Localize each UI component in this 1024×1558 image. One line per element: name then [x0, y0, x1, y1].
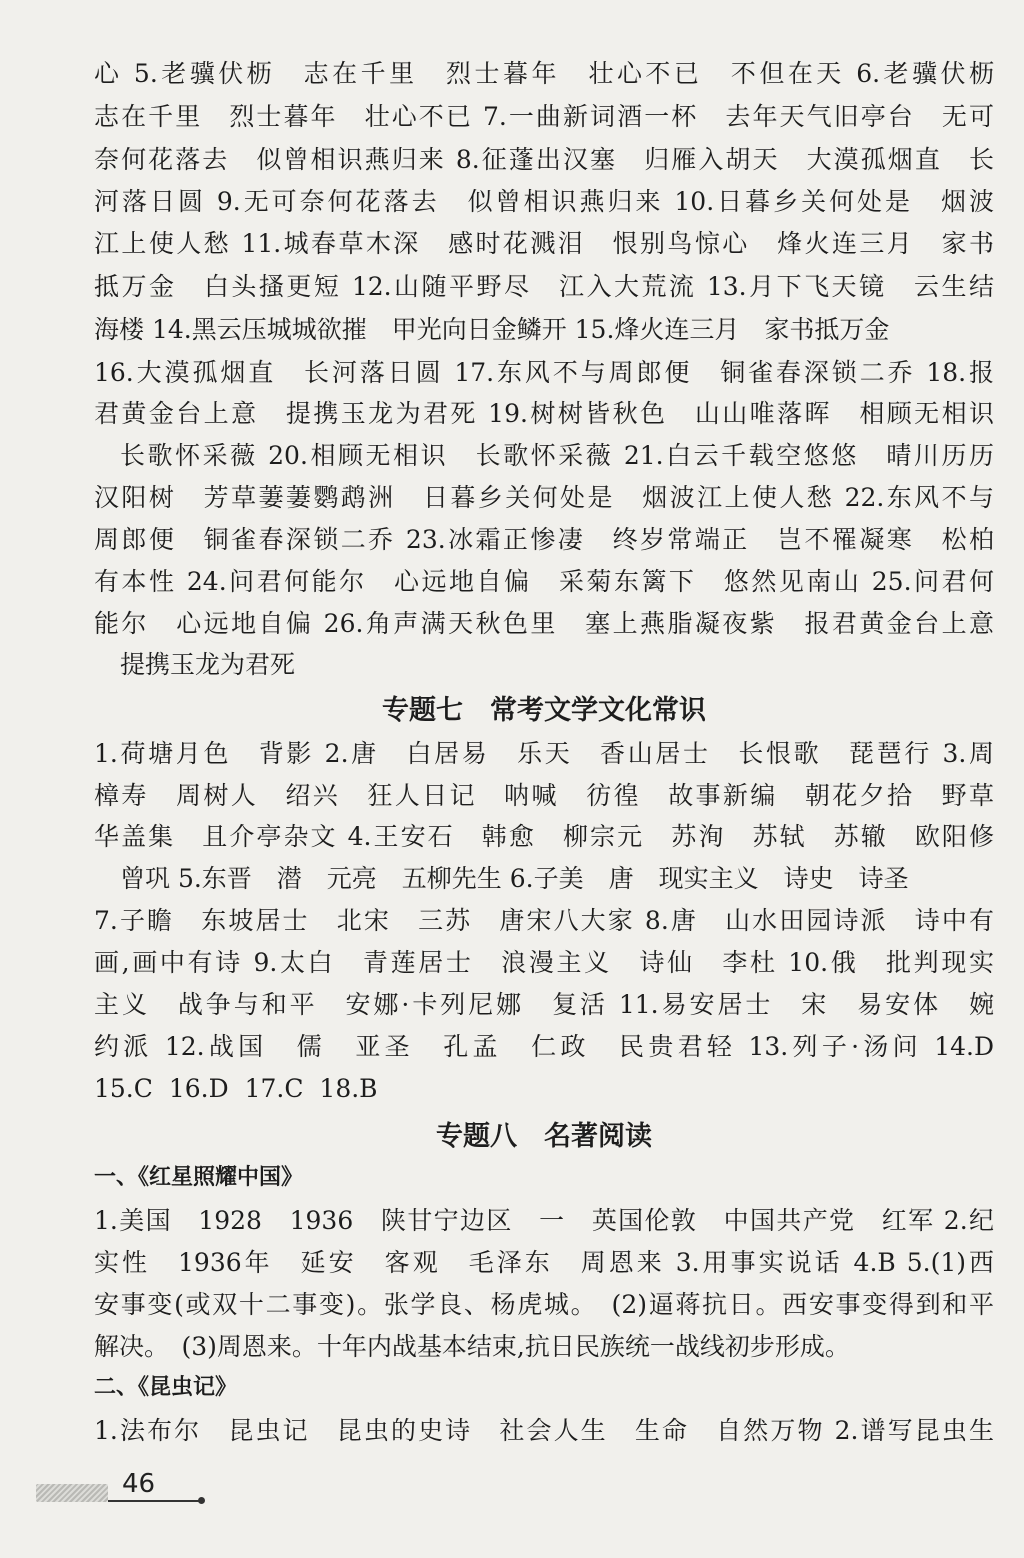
answer-line: 实性 1936年 延安 客观 毛泽东 周恩来 3.用事实说话 4.B 5.(1)西: [94, 1248, 994, 1277]
answer-line: 提携玉龙为君死: [120, 650, 296, 679]
section-title: 专题八 名著阅读: [436, 1121, 652, 1152]
footer-rule: [108, 1500, 200, 1502]
answer-line: 有本性 24.问君何能尔 心远地自偏 采菊东篱下 悠然见南山 25.问君何: [94, 567, 994, 596]
answer-line: 1.荷塘月色 背影 2.唐 白居易 乐天 香山居士 长恨歌 琵琶行 3.周: [94, 739, 994, 768]
answer-line: 抵万金 白头搔更短 12.山随平野尽 江入大荒流 13.月下飞天镜 云生结: [94, 272, 994, 301]
answer-line: 周郎便 铜雀春深锁二乔 23.冰霜正惨凄 终岁常端正 岂不罹凝寒 松柏: [94, 525, 994, 554]
answer-line: 河落日圆 9.无可奈何花落去 似曾相识燕归来 10.日暮乡关何处是 烟波: [94, 187, 994, 216]
page-number: 46: [122, 1469, 156, 1499]
answer-line: 约派 12.战国 儒 亚圣 孔孟 仁政 民贵君轻 13.列子·汤问 14.D: [94, 1032, 994, 1061]
answer-line: 1.美国 1928 1936 陕甘宁边区 一 英国伦敦 中国共产党 红军 2.纪: [94, 1206, 994, 1235]
answer-line: 画,画中有诗 9.太白 青莲居士 浪漫主义 诗仙 李杜 10.俄 批判现实: [94, 948, 994, 977]
answer-line: 君黄金台上意 提携玉龙为君死 19.树树皆秋色 山山唯落晖 相顾无相识: [94, 399, 994, 428]
subsection-title: 一、《红星照耀中国》: [94, 1165, 304, 1190]
answer-line: 心 5.老骥伏枥 志在千里 烈士暮年 壮心不已 不但在天 6.老骥伏枥: [94, 59, 994, 88]
answer-line: 江上使人愁 11.城春草木深 感时花溅泪 恨别鸟惊心 烽火连三月 家书: [94, 229, 994, 258]
footer-decoration: [36, 1484, 108, 1502]
answer-line: 志在千里 烈士暮年 壮心不已 7.一曲新词酒一杯 去年天气旧亭台 无可: [94, 102, 994, 131]
answer-line: 长歌怀采薇 20.相顾无相识 长歌怀采薇 21.白云千载空悠悠 晴川历历: [120, 441, 994, 470]
answer-line: 能尔 心远地自偏 26.角声满天秋色里 塞上燕脂凝夜紫 报君黄金台上意: [94, 609, 994, 638]
answer-line: 海楼 14.黑云压城城欲摧 甲光向日金鳞开 15.烽火连三月 家书抵万金: [94, 315, 890, 344]
answer-line: 16.大漠孤烟直 长河落日圆 17.东风不与周郎便 铜雀春深锁二乔 18.报: [94, 358, 994, 387]
answer-line: 樟寿 周树人 绍兴 狂人日记 呐喊 彷徨 故事新编 朝花夕拾 野草: [94, 781, 994, 810]
answer-line: 奈何花落去 似曾相识燕归来 8.征蓬出汉塞 归雁入胡天 大漠孤烟直 长: [94, 145, 994, 174]
answer-line: 解决。 (3)周恩来。十年内战基本结束,抗日民族统一战线初步形成。: [94, 1332, 850, 1361]
answer-line: 1.法布尔 昆虫记 昆虫的史诗 社会人生 生命 自然万物 2.谱写昆虫生: [94, 1416, 994, 1445]
footer-dot: [198, 1497, 205, 1504]
answer-line: 7.子瞻 东坡居士 北宋 三苏 唐宋八大家 8.唐 山水田园诗派 诗中有: [94, 906, 994, 935]
answer-line: 曾巩 5.东晋 潜 元亮 五柳先生 6.子美 唐 现实主义 诗史 诗圣: [120, 864, 909, 893]
answer-line: 15.C 16.D 17.C 18.B: [94, 1074, 378, 1103]
answer-line: 华盖集 且介亭杂文 4.王安石 韩愈 柳宗元 苏洵 苏轼 苏辙 欧阳修: [94, 822, 994, 851]
answer-line: 安事变(或双十二事变)。张学良、杨虎城。 (2)逼蒋抗日。西安事变得到和平: [94, 1290, 994, 1319]
section-title: 专题七 常考文学文化常识: [382, 695, 706, 726]
answer-line: 主义 战争与和平 安娜·卡列尼娜 复活 11.易安居士 宋 易安体 婉: [94, 990, 994, 1019]
answer-line: 汉阳树 芳草萋萋鹦鹉洲 日暮乡关何处是 烟波江上使人愁 22.东风不与: [94, 483, 994, 512]
subsection-title: 二、《昆虫记》: [94, 1375, 238, 1400]
